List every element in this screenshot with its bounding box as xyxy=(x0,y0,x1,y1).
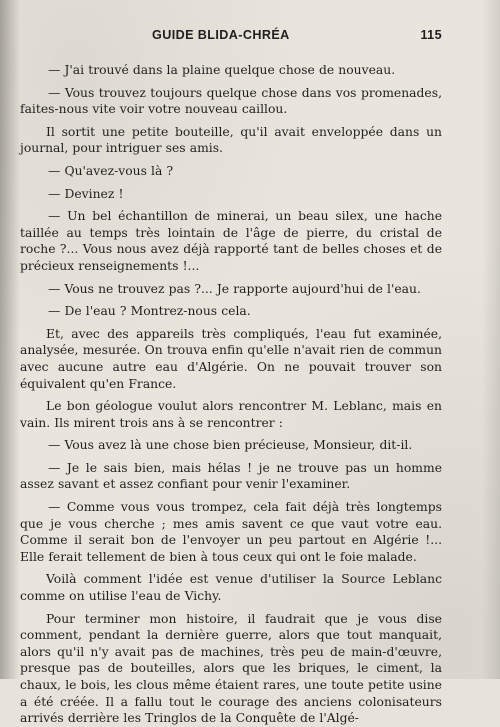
paragraph-3: Il sortit une petite bouteille, qu'il avait enveloppée dans un journal, pour intriguer ses amis. xyxy=(20,124,442,156)
paragraph-7: — Vous ne trouvez pas ?... Je rapporte aujourd'hui de l'eau. xyxy=(48,281,421,296)
running-title: GUIDE BLIDA-CHRÉA xyxy=(152,28,290,42)
paragraph-8: — De l'eau ? Montrez-nous cela. xyxy=(48,304,251,319)
paragraph-12: — Je le sais bien, mais hélas ! je ne trouve pas un homme assez savant et assez confiant pour venir l'examiner. xyxy=(20,460,442,492)
paragraph-6: — Un bel échantillon de minerai, un beau silex, une hache taillée au temps très lointain de l'âge de pierre, du cristal de roche ?... Vous nous avez déjà rapporté tant de belles choses et de précieux renseignements !... xyxy=(20,209,442,273)
paragraph-2: — Vous trouvez toujours quelque chose dans vos promenades, faites-nous vite voir votre nouveau caillou. xyxy=(20,85,442,117)
paragraph-4: — Qu'avez-vous là ? xyxy=(48,163,174,178)
running-header xyxy=(152,28,442,50)
paragraph-10: Le bon géologue voulut alors rencontrer M. Leblanc, mais en vain. Ils mirent trois ans à se rencontrer : xyxy=(20,399,442,430)
page-edge-shadow xyxy=(482,0,500,679)
paragraph-1: — J'ai trouvé dans la plaine quelque chose de nouveau. xyxy=(48,63,396,77)
paragraph-9: Et, avec des appareils très compliqués, l'eau fut examinée, analysée, mesurée. On trouva enfin qu'elle n'avait rien de commun avec aucune autre eau d'Algérie. On ne pouvait trouver son équivalent qu'en France. xyxy=(20,326,442,391)
binding-shadow xyxy=(0,0,20,679)
paragraph-14: Voilà comment l'idée est venue d'utiliser la Source Leblanc comme on utilise l'eau de Vichy. xyxy=(20,572,442,604)
paragraph-5: — Devinez ! xyxy=(48,186,124,201)
page-number: 115 xyxy=(420,28,442,42)
paragraph-13: — Comme vous vous trompez, cela fait déjà très longtemps que je vous cherche ; mes amis savent ce que vaut votre eau. Comme il serait bon de l'envoyer un peu partout en Algérie !... Elle ferait tellement de bien à tous ceux qui ont le foie malade. xyxy=(20,500,442,564)
paragraph-11: — Vous avez là une chose bien précieuse, Monsieur, dit-il. xyxy=(48,438,413,453)
paragraph-15: Pour terminer mon histoire, il faudrait que je vous dise comment, pendant la dernière guerre, alors que tout manquait, alors qu'il n'y avait pas de machines, très peu de main-d'œuvre, presque pas de bouteilles, alors que les briques, le ciment, la chaux, le bois, les clous même étaient rares, une toute petite usine a été créée. Il a fallu tout le courage des anciens colonisateurs arrivés derrière les Tringlos de la Conquête de l'Algé- xyxy=(20,611,442,726)
page-body xyxy=(20,62,442,727)
